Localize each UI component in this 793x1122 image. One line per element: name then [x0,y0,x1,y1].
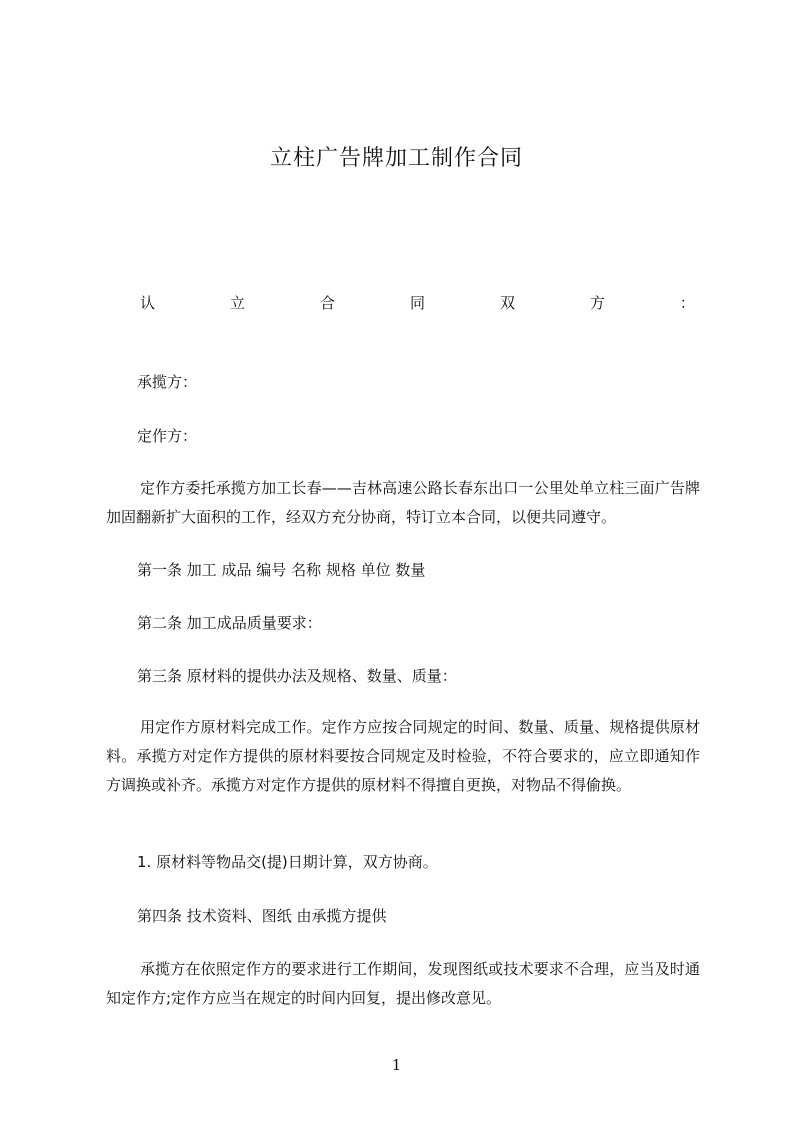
article-3-item-1: 1. 原材料等物品交(提)日期计算，双方协商。 [137,853,438,871]
intro-paragraph: 定作方委托承揽方加工长春——吉林高速公路长春东出口一公里处单立柱三面广告牌加固翻新扩大面积的工作，经双方充分协商，特订立本合同，以便共同遵守。 [106,479,700,526]
parties-heading-char: 合 [319,294,335,312]
page-number: 1 [391,1056,402,1074]
parties-heading-char: 立 [229,294,245,312]
document-title: 立柱广告牌加工制作合同 [269,146,523,171]
parties-heading-char: 同 [409,294,425,312]
client-label: 定作方： [137,427,198,445]
article-2: 第二条 加工成品质量要求： [137,614,322,632]
parties-heading-char: 认 [140,294,156,312]
parties-heading-char: 方 [589,294,605,312]
article-3: 第三条 原材料的提供办法及规格、数量、质量： [137,667,457,685]
parties-heading-char: ： [679,294,695,312]
contractor-label: 承揽方： [137,373,198,391]
parties-heading-char: 双 [499,294,515,312]
article-4: 第四条 技术资料、图纸 由承揽方提供 [137,907,387,925]
article-4-body: 承揽方在依照定作方的要求进行工作期间，发现图纸或技术要求不合理，应当及时通知定作方;定作方应当在规定的时间内回复，提出修改意见。 [106,960,700,1007]
parties-heading [140,292,695,313]
article-1: 第一条 加工 成品 编号 名称 规格 单位 数量 [137,561,426,579]
article-3-body: 用定作方原材料完成工作。定作方应按合同规定的时间、数量、质量、规格提供原材料。承揽方对定作方提供的原材料要按合同规定及时检验，不符合要求的，应立即通知作方调换或补齐。承揽方对定作方提供的原材料不得擅自更换，对物品不得偷换。 [106,718,700,794]
